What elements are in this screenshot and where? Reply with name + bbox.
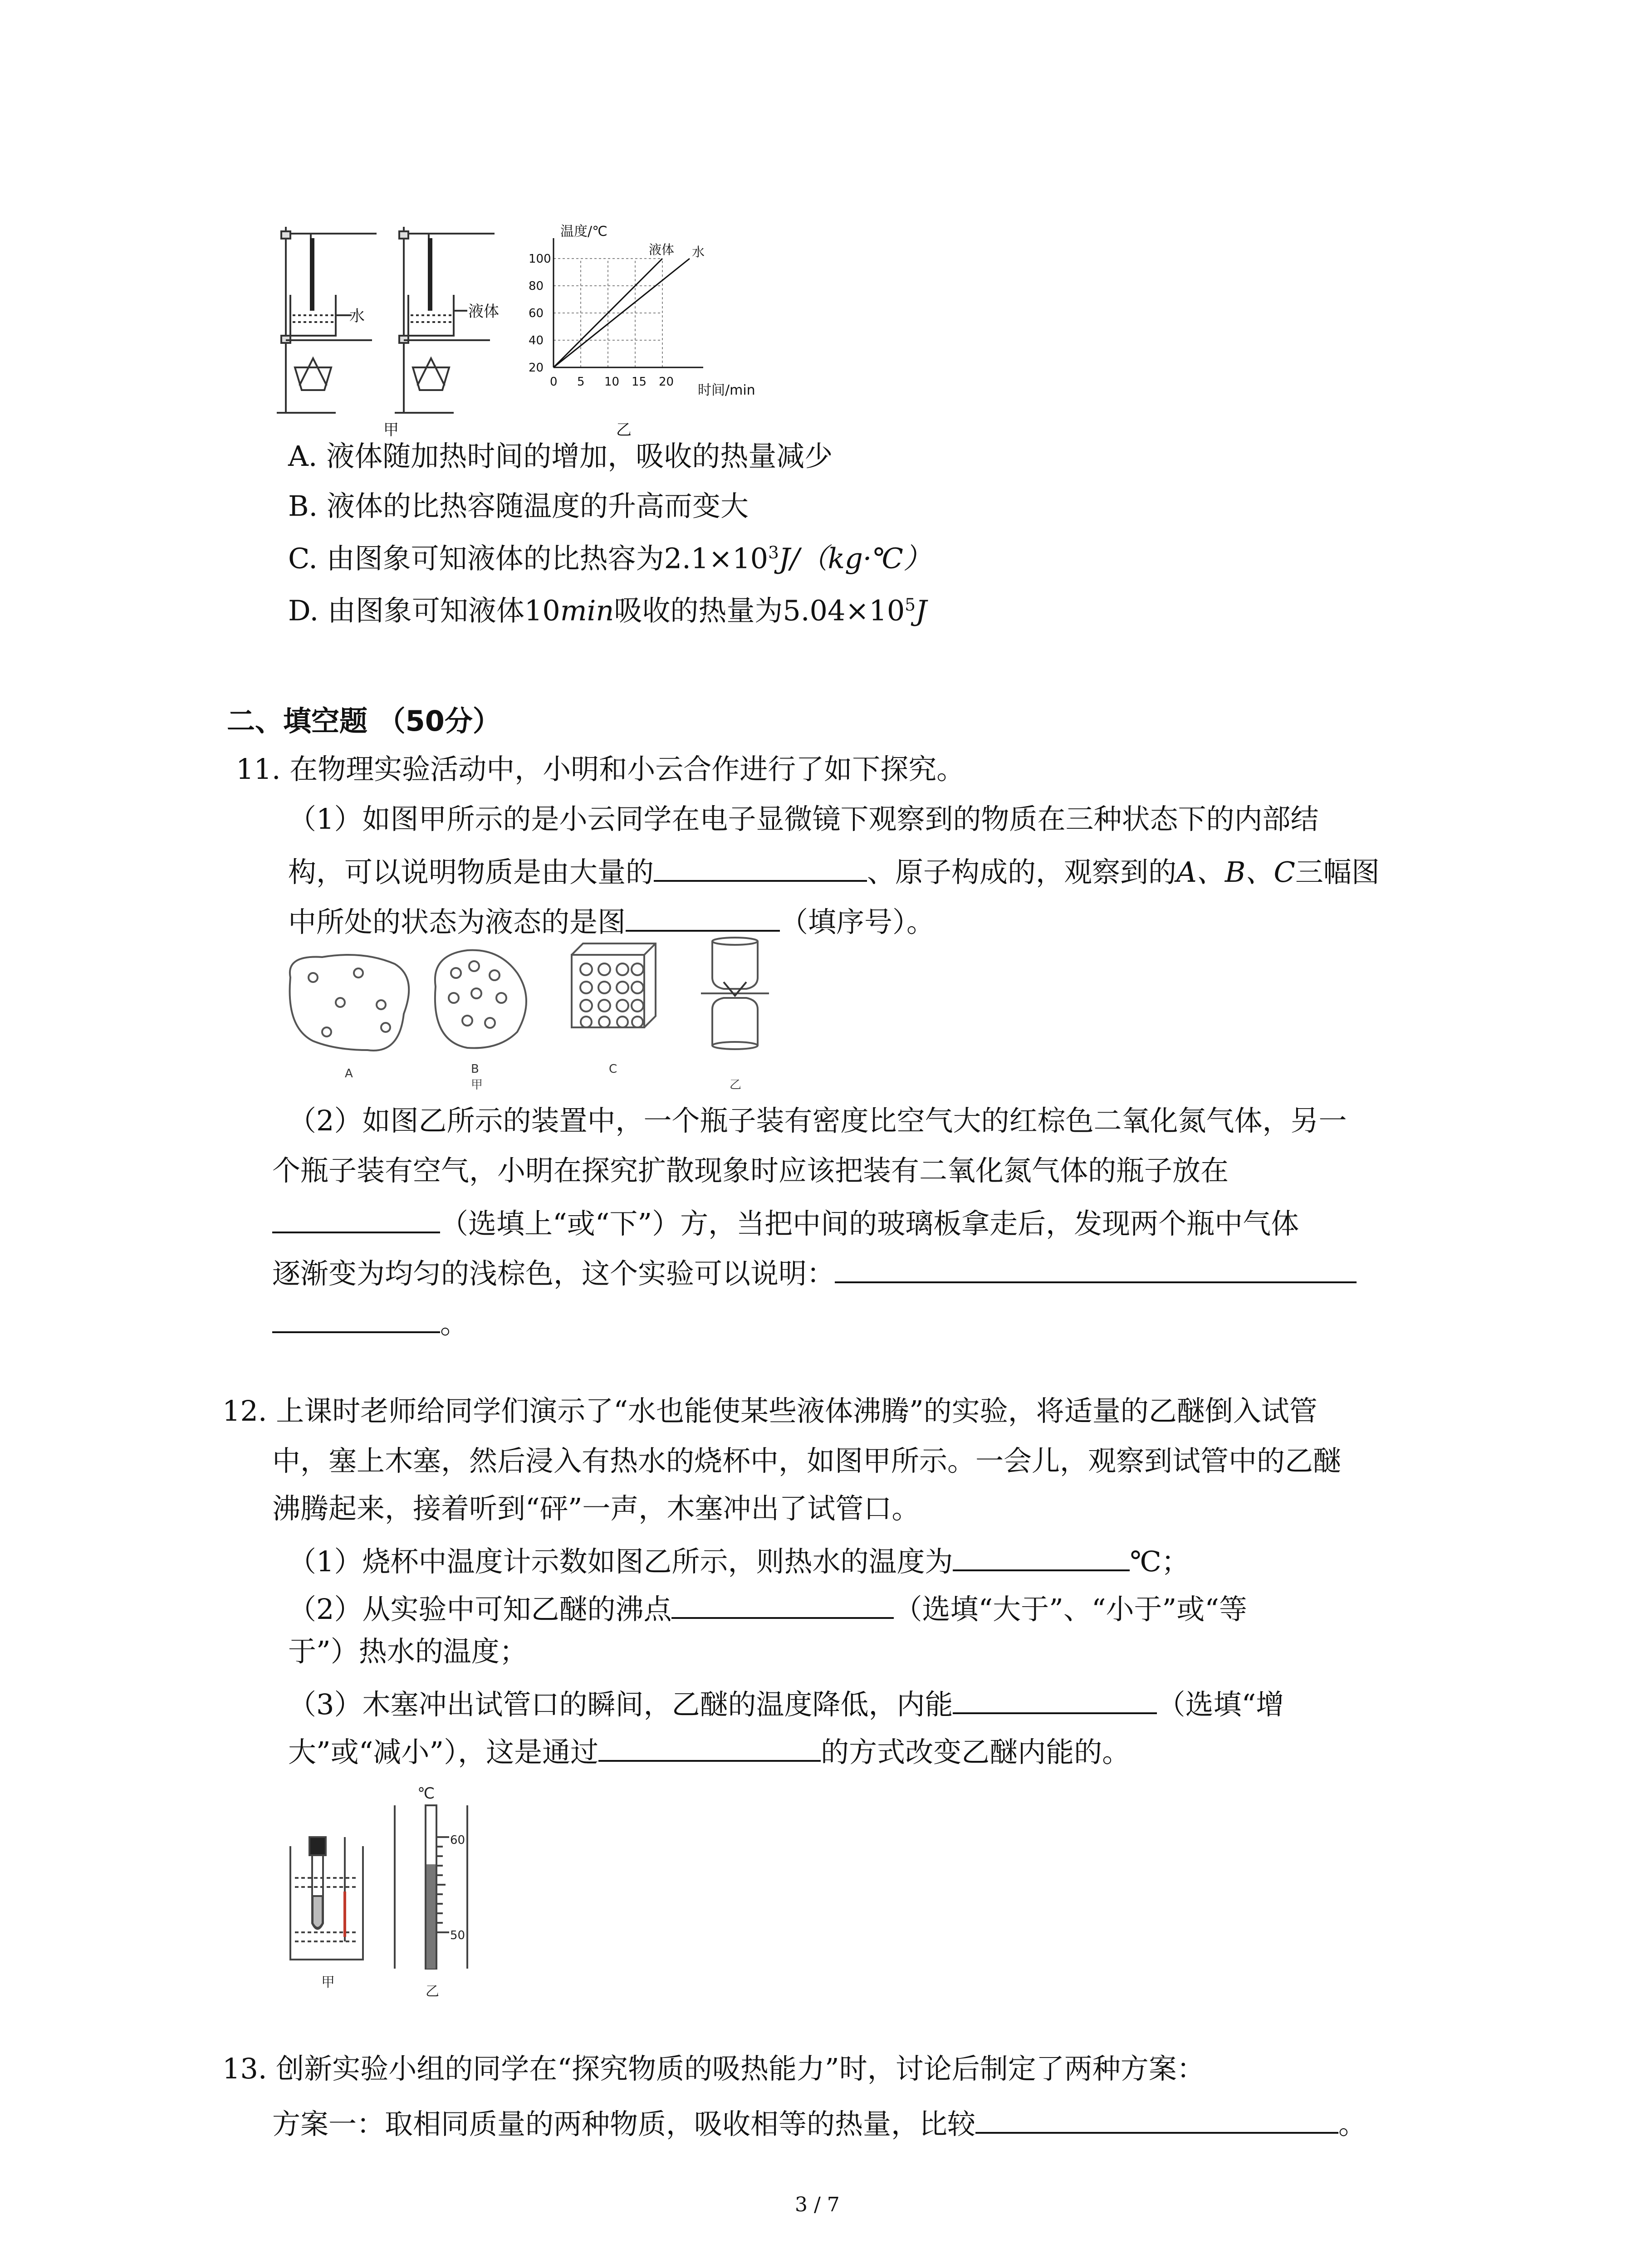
chart-y-tick-80: 80 bbox=[529, 279, 544, 293]
q11-p2-line5 bbox=[272, 1304, 468, 1338]
chart-x-tick-20: 20 bbox=[659, 375, 674, 389]
q12-p3-end: 的方式改变乙醚内能的。 bbox=[821, 1735, 1131, 1769]
q10-option-c-unit: J/（kg·℃） bbox=[779, 542, 931, 575]
q10-chart-svg bbox=[522, 213, 776, 408]
q11-p1-line3-b: （填序号）。 bbox=[780, 905, 935, 938]
q11-stem: 11. 在物理实验活动中，小明和小云合作进行了如下探究。 bbox=[236, 753, 965, 786]
q10-option-c bbox=[288, 544, 931, 573]
q11-p1-line2 bbox=[288, 853, 1380, 889]
q13-line2 bbox=[272, 2105, 1367, 2141]
q12-p2-cont: 于”）热水的温度； bbox=[288, 1635, 528, 1668]
q11-fig-label-b: B bbox=[471, 1062, 479, 1076]
chart-y-tick-60: 60 bbox=[529, 307, 544, 320]
q10-option-a: A. 液体随加热时间的增加，吸收的热量减少 bbox=[288, 440, 833, 473]
q10-option-b: B. 液体的比热容随温度的升高而变大 bbox=[288, 489, 749, 523]
q11-blank-2[interactable] bbox=[626, 903, 780, 932]
q11-p2-line3-text: （选填上“或“下”）方，当把中间的玻璃板拿走后，发现两个瓶中气体 bbox=[440, 1207, 1299, 1240]
q13-line1: 13. 创新实验小组的同学在“探究物质的吸热能力”时，讨论后制定了两种方案： bbox=[222, 2052, 1205, 2085]
chart-series-label-2: 水 bbox=[692, 244, 705, 259]
chart-x-tick-15: 15 bbox=[632, 375, 647, 389]
q11-fig-label-a: A bbox=[345, 1067, 353, 1080]
q12-blank-3[interactable] bbox=[953, 1685, 1157, 1714]
caption-jia-q10: 甲 bbox=[383, 421, 399, 439]
chart-y-tick-20: 20 bbox=[529, 361, 544, 375]
q12-fig-unit: ℃ bbox=[417, 1784, 435, 1803]
q10-option-d-exponent: 5 bbox=[905, 595, 916, 615]
q10-option-c-exponent: 3 bbox=[768, 543, 779, 562]
q11-p2-line4 bbox=[272, 1254, 1357, 1288]
chart-y-tick-100: 100 bbox=[529, 252, 551, 266]
q11-blank-5[interactable] bbox=[272, 1304, 440, 1333]
q11-p1-line2-b: 、原子构成的，观察到的 bbox=[867, 855, 1177, 889]
q12-line3: 沸腾起来，接着听到“砰”一声，木塞冲出了试管口。 bbox=[272, 1492, 920, 1525]
q12-p3-cont bbox=[288, 1733, 1131, 1769]
q12-blank-2[interactable] bbox=[671, 1590, 894, 1619]
q12-p1-text: （1）烧杯中温度计示数如图乙所示，则热水的温度为 bbox=[288, 1545, 953, 1578]
q11-p2-line4-text: 逐渐变为均匀的浅棕色，这个实验可以说明： bbox=[272, 1257, 835, 1290]
q12-fig-tick-50: 50 bbox=[450, 1929, 465, 1942]
q11-fig-label-yi: 乙 bbox=[730, 1078, 742, 1091]
q13-line2-end: 。 bbox=[1338, 2107, 1367, 2141]
q11-blank-3[interactable] bbox=[272, 1204, 440, 1233]
q12-p3-cont-text: 大”或“减小”），这是通过 bbox=[288, 1735, 599, 1769]
q12-figure bbox=[281, 1778, 535, 2005]
chart-x-tick-0: 0 bbox=[550, 375, 558, 389]
q10-option-c-text: C. 由图象可知液体的比热容为2.1×10 bbox=[288, 542, 769, 575]
label-water: 水 bbox=[349, 307, 365, 325]
chart-series-label-1: 液体 bbox=[649, 242, 675, 257]
q11-figure bbox=[281, 937, 803, 1091]
q11-fig-label-c: C bbox=[609, 1062, 617, 1076]
q11-p1-line1: （1）如图甲所示的是小云同学在电子显微镜下观察到的物质在三种状态下的内部结 bbox=[288, 802, 1319, 836]
q10-chart bbox=[522, 213, 776, 408]
q12-p2-text: （2）从实验中可知乙醚的沸点 bbox=[288, 1593, 672, 1626]
q11-fig-label-jia: 甲 bbox=[471, 1078, 483, 1091]
q12-blank-4[interactable] bbox=[598, 1733, 821, 1762]
q11-p1-line2-abc: A、B、C bbox=[1176, 855, 1295, 889]
caption-yi-q10: 乙 bbox=[616, 421, 632, 439]
q11-p2-line2: 个瓶子装有空气，小明在探究扩散现象时应该把装有二氧化氮气体的瓶子放在 bbox=[272, 1154, 1229, 1187]
q11-p2-line5-text: 。 bbox=[440, 1307, 469, 1340]
q12-fig-tick-60: 60 bbox=[450, 1833, 465, 1847]
q12-line2: 中，塞上木塞，然后浸入有热水的烧杯中，如图甲所示。一会儿，观察到试管中的乙醚 bbox=[272, 1444, 1342, 1477]
chart-y-tick-40: 40 bbox=[529, 334, 544, 347]
q12-p2-option: （选填“大于”、“小于”或“等 bbox=[894, 1593, 1247, 1626]
label-liquid: 液体 bbox=[468, 303, 499, 321]
q10-option-d-mid: 吸收的热量为5.04×10 bbox=[614, 594, 905, 627]
q12-p1 bbox=[288, 1542, 1190, 1576]
q12-p2 bbox=[288, 1590, 1247, 1626]
q11-blank-1[interactable] bbox=[654, 853, 867, 882]
q11-p1-line2-a: 构，可以说明物质是由大量的 bbox=[288, 855, 654, 889]
q12-p3 bbox=[288, 1685, 1284, 1719]
q11-blank-4[interactable] bbox=[835, 1254, 1357, 1283]
chart-x-tick-10: 10 bbox=[604, 375, 620, 389]
q10-apparatus-svg bbox=[272, 213, 526, 431]
section-title: 二、填空题 （50分） bbox=[227, 704, 501, 738]
q11-p1-line3 bbox=[288, 903, 935, 936]
q12-line1: 12. 上课时老师给同学们演示了“水也能使某些液体沸腾”的实验，将适量的乙醚倒入试管 bbox=[222, 1394, 1318, 1427]
q10-option-d bbox=[288, 596, 927, 625]
q10-option-d-min: min bbox=[560, 594, 614, 627]
q11-p2-line1: （2）如图乙所示的装置中，一个瓶子装有密度比空气大的红棕色二氧化氮气体，另一 bbox=[288, 1104, 1347, 1137]
q10-apparatus-figure bbox=[272, 213, 526, 431]
q12-fig-label-yi: 乙 bbox=[426, 1984, 439, 1999]
q12-fig-label-jia: 甲 bbox=[321, 1975, 335, 1990]
q13-blank-1[interactable] bbox=[975, 2105, 1338, 2134]
chart-x-tick-5: 5 bbox=[577, 375, 585, 389]
chart-y-axis-label: 温度/℃ bbox=[560, 224, 607, 240]
q12-p3-text: （3）木塞冲出试管口的瞬间，乙醚的温度降低，内能 bbox=[288, 1688, 953, 1721]
q11-p2-line3 bbox=[272, 1204, 1299, 1238]
q13-line2-text: 方案一：取相同质量的两种物质，吸收相等的热量，比较 bbox=[272, 2107, 976, 2141]
q12-blank-1[interactable] bbox=[953, 1542, 1130, 1571]
q10-option-d-unit: J bbox=[915, 594, 927, 627]
q11-figure-svg bbox=[281, 937, 803, 1091]
q11-p1-line3-a: 中所处的状态为液态的是图 bbox=[288, 905, 626, 938]
chart-x-axis-label: 时间/min bbox=[698, 382, 755, 398]
q12-p1-unit: ℃； bbox=[1130, 1545, 1190, 1578]
q12-p3-option: （选填“增 bbox=[1157, 1688, 1284, 1721]
q12-figure-svg bbox=[281, 1778, 535, 2005]
q10-option-d-text: D. 由图象可知液体10 bbox=[288, 594, 560, 627]
page-number: 3 / 7 bbox=[795, 2193, 840, 2216]
q11-p1-line2-d: 三幅图 bbox=[1295, 855, 1380, 889]
